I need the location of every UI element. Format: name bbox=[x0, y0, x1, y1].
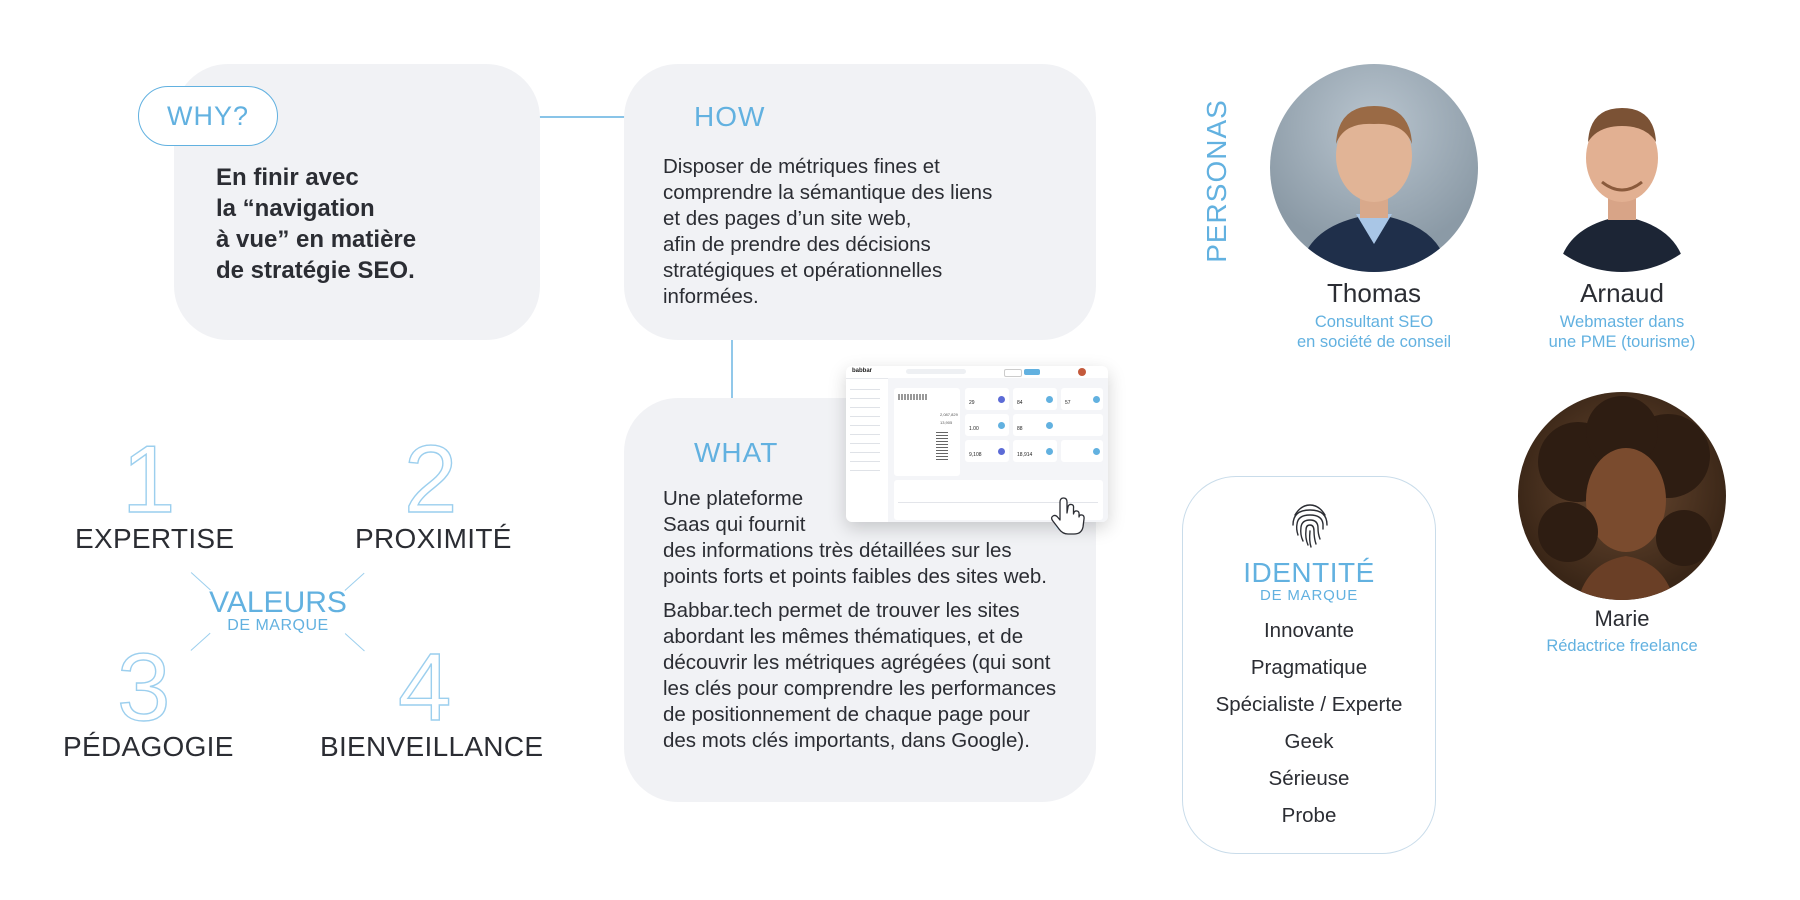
avatar-thomas bbox=[1270, 64, 1478, 272]
mockup-tile-icon bbox=[1093, 396, 1100, 403]
how-line: stratégiques et opérationnelles bbox=[663, 259, 943, 282]
why-label: WHY? bbox=[166, 100, 249, 131]
pointer-hand-icon bbox=[1044, 494, 1090, 540]
mockup-tile-value: 18,914 bbox=[1017, 452, 1033, 458]
identity-trait: Sérieuse bbox=[1268, 767, 1350, 790]
what-line: des informations très détaillées sur les bbox=[663, 539, 1012, 562]
value-number-4: 4 bbox=[398, 634, 452, 741]
mockup-tile-wide bbox=[1013, 414, 1103, 436]
mockup-tile-value: 57 bbox=[1065, 400, 1071, 406]
persona-role-line: Rédactrice freelance bbox=[1546, 637, 1698, 655]
value-label-expertise: EXPERTISE bbox=[75, 523, 235, 554]
persona-role-arnaud bbox=[1498, 312, 1746, 352]
why-line: à vue” en matière bbox=[216, 226, 417, 253]
why-line: la “navigation bbox=[216, 195, 375, 222]
value-label-bienveillance: BIENVEILLANCE bbox=[320, 731, 544, 762]
mockup-tile-icon bbox=[1046, 448, 1053, 455]
mockup-tile-icon bbox=[1093, 448, 1100, 455]
mockup-search bbox=[906, 369, 966, 374]
value-label-proximite: PROXIMITÉ bbox=[355, 523, 512, 554]
values-hub bbox=[178, 588, 378, 634]
identity-title: IDENTITÉ bbox=[1243, 557, 1375, 588]
mockup-bar bbox=[898, 394, 928, 400]
how-line: afin de prendre des décisions bbox=[663, 233, 931, 256]
how-line: Disposer de métriques fines et bbox=[663, 155, 940, 178]
mockup-button-primary bbox=[1024, 369, 1040, 375]
mockup-tile-value: 9,108 bbox=[969, 452, 982, 458]
what-line: Saas qui fournit bbox=[663, 513, 806, 536]
identity-trait: Pragmatique bbox=[1250, 656, 1368, 679]
what-line: Une plateforme bbox=[663, 487, 804, 510]
person-portrait-icon bbox=[1518, 392, 1726, 600]
mockup-logo: babbar bbox=[852, 368, 873, 374]
persona-name-marie: Marie bbox=[1594, 606, 1650, 631]
identity-trait: Probe bbox=[1281, 804, 1337, 827]
avatar-marie bbox=[1518, 392, 1726, 600]
persona-role-line: Consultant SEO bbox=[1314, 313, 1434, 331]
persona-role-line: une PME (tourisme) bbox=[1548, 333, 1696, 351]
mockup-value: 2,087,829 bbox=[940, 412, 958, 417]
values-title: VALEURS bbox=[209, 586, 347, 619]
mockup-tile-value: 88 bbox=[1017, 426, 1023, 432]
why-statement bbox=[216, 162, 516, 286]
personas-title-wrap bbox=[1199, 99, 1235, 263]
how-title: HOW bbox=[694, 101, 766, 132]
mockup-chart bbox=[936, 432, 948, 462]
mockup-panel bbox=[894, 388, 960, 476]
what-line: Babbar.tech permet de trouver les sites bbox=[663, 599, 1020, 622]
persona-name-arnaud: Arnaud bbox=[1580, 278, 1664, 308]
what-line: découvrir les métriques agrégées (qui sont bbox=[663, 651, 1051, 674]
fingerprint-icon bbox=[1289, 501, 1331, 549]
mockup-tile-icon bbox=[1046, 396, 1053, 403]
value-number-3: 3 bbox=[117, 634, 171, 741]
identity-trait: Spécialiste / Experte bbox=[1215, 693, 1403, 716]
mockup-button bbox=[1004, 369, 1022, 377]
mockup-value: 13,905 bbox=[940, 420, 953, 425]
mockup-tile-value: 1.00 bbox=[969, 426, 979, 432]
what-line: des mots clés importants, dans Google). bbox=[663, 729, 1030, 752]
identity-subtitle: DE MARQUE bbox=[1259, 587, 1359, 604]
avatar-arnaud bbox=[1518, 64, 1726, 272]
mockup-tile-icon bbox=[998, 396, 1005, 403]
values-subtitle: DE MARQUE bbox=[227, 617, 329, 634]
what-title: WHAT bbox=[694, 437, 779, 468]
mockup-tile-icon bbox=[998, 448, 1005, 455]
persona-name-thomas: Thomas bbox=[1327, 278, 1421, 308]
mockup-tile-value: 84 bbox=[1017, 400, 1023, 406]
mockup-avatar bbox=[1078, 368, 1086, 376]
persona-role-thomas bbox=[1250, 312, 1498, 352]
person-portrait-icon bbox=[1270, 64, 1478, 272]
why-pill bbox=[138, 86, 278, 146]
why-line: En finir avec bbox=[216, 164, 359, 191]
value-number-2: 2 bbox=[404, 426, 458, 533]
identity-trait: Innovante bbox=[1263, 619, 1355, 642]
personas-title: PERSONAS bbox=[1201, 99, 1232, 263]
what-text bbox=[663, 486, 1093, 754]
what-line: de positionnement de chaque page pour bbox=[663, 703, 1031, 726]
what-line: points forts et points faibles des sites web. bbox=[663, 565, 1048, 588]
value-label-pedagogie: PÉDAGOGIE bbox=[63, 731, 234, 762]
what-line: abordant les mêmes thématiques, et de bbox=[663, 625, 1024, 648]
how-line: comprendre la sémantique des liens bbox=[663, 181, 993, 204]
mockup-tile-value: 29 bbox=[969, 400, 975, 406]
persona-role-line: Webmaster dans bbox=[1559, 313, 1685, 331]
person-portrait-icon bbox=[1518, 64, 1726, 272]
persona-role-marie bbox=[1498, 636, 1746, 656]
how-line: et des pages d’un site web, bbox=[663, 207, 912, 230]
what-line: les clés pour comprendre les performances bbox=[663, 677, 1057, 700]
identity-trait: Geek bbox=[1284, 730, 1334, 753]
mockup-tile-icon bbox=[1046, 422, 1053, 429]
why-line: de stratégie SEO. bbox=[216, 257, 415, 284]
mockup-tile-icon bbox=[998, 422, 1005, 429]
identity-card bbox=[1182, 476, 1436, 854]
mockup-sidebar-items bbox=[850, 384, 880, 474]
persona-role-line: en société de conseil bbox=[1296, 333, 1452, 351]
value-number-1: 1 bbox=[122, 426, 176, 533]
how-line: informées. bbox=[663, 285, 759, 308]
how-text bbox=[663, 154, 1083, 310]
